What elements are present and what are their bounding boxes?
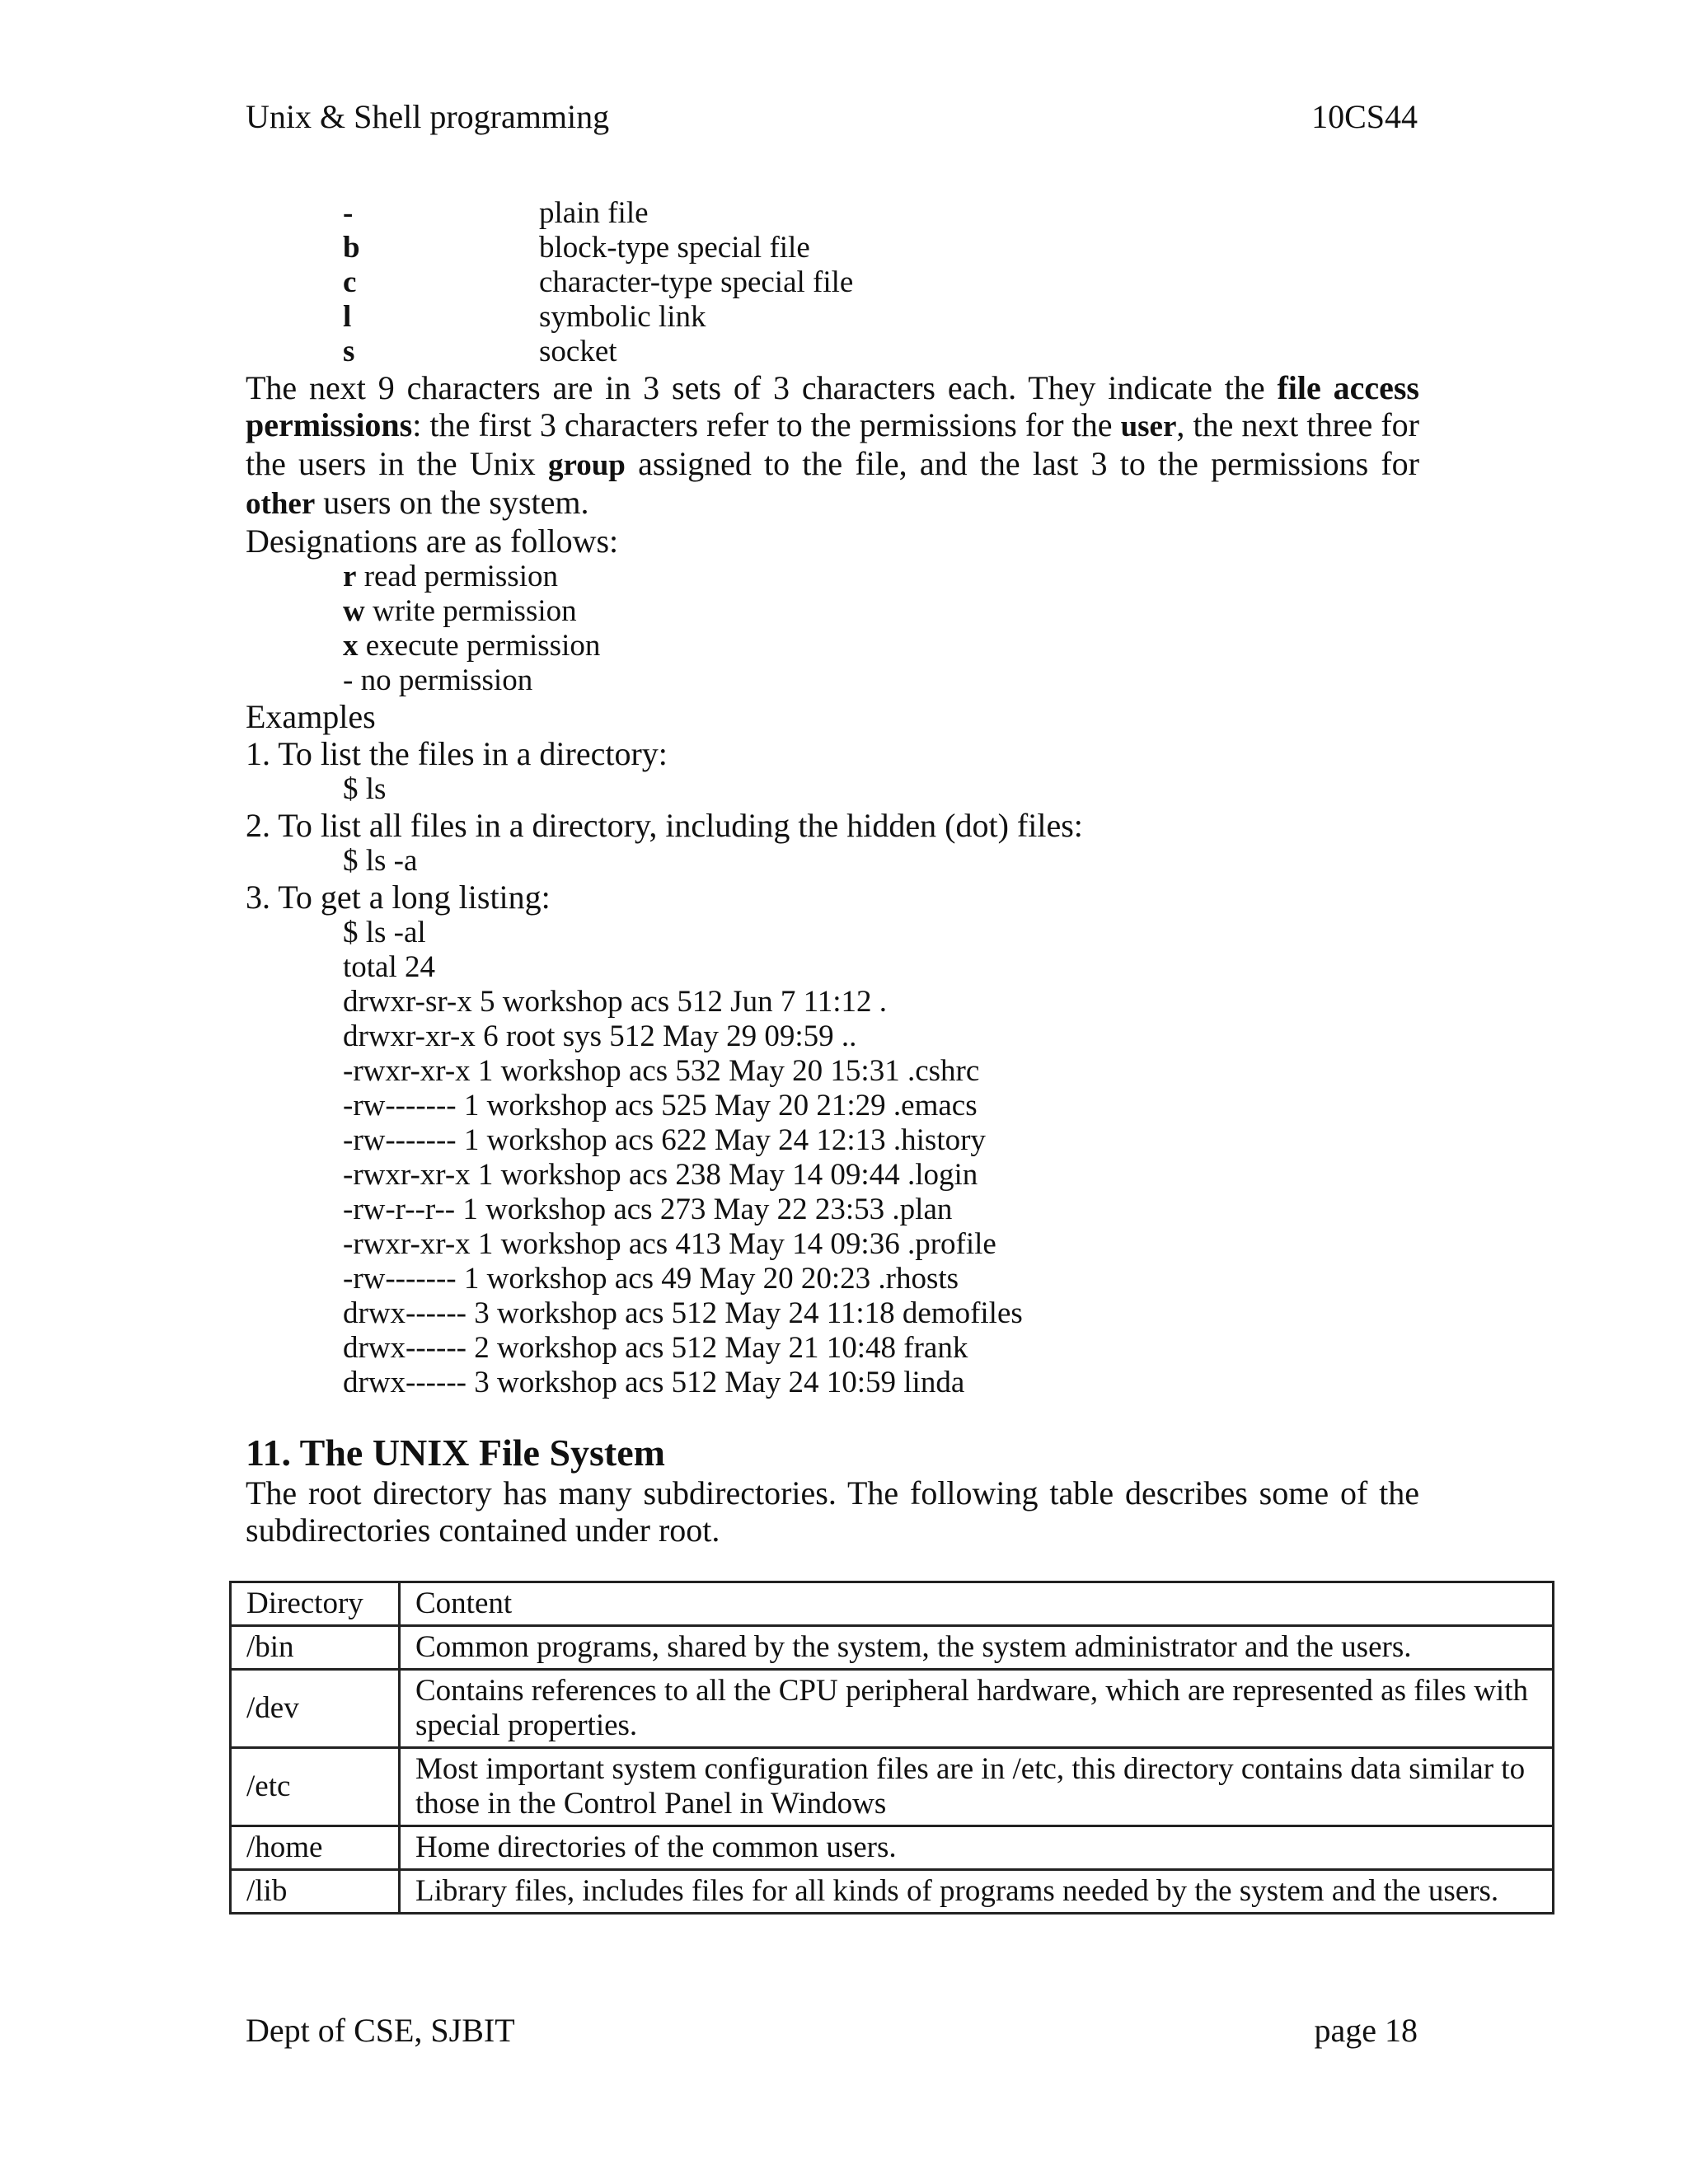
header-code: 10CS44	[1311, 98, 1418, 135]
designation-item	[343, 663, 1419, 698]
designation-item	[343, 629, 1419, 663]
directory-table	[229, 1581, 1554, 1915]
file-type-desc: character-type special file	[539, 265, 854, 299]
example-command: $ ls -al	[343, 916, 426, 949]
file-type-desc: block-type special file	[539, 231, 810, 265]
example-label: 2. To list all files in a directory, including the hidden (dot) files:	[246, 807, 1083, 844]
text-run: The next 9 characters are in 3 sets of 3 characters each. They indicate the	[246, 369, 1278, 406]
list-item	[246, 300, 1419, 335]
designations-intro: Designations are as follows:	[246, 523, 619, 560]
table-header-cell: Content	[400, 1582, 1554, 1626]
long-listing	[246, 950, 1419, 1400]
listing-line: total 24	[343, 950, 436, 984]
table-row	[231, 1626, 1554, 1670]
permissions-paragraph	[246, 369, 1419, 523]
designation-item	[343, 594, 1419, 629]
example-command: $ ls	[343, 772, 387, 806]
table-cell-directory: /etc	[231, 1748, 400, 1826]
designation-text: - no permission	[343, 663, 533, 697]
listing-line: -rw-r--r-- 1 workshop acs 273 May 22 23:53 .plan	[343, 1193, 953, 1226]
bold-term: user	[1120, 410, 1177, 443]
designation-key: x	[343, 629, 359, 663]
example-label: 3. To get a long listing:	[246, 879, 551, 916]
text-run: assigned to the file, and the last 3 to the permissions for	[625, 445, 1420, 482]
file-type-symbol: l	[343, 300, 352, 334]
listing-line: drwxr-sr-x 5 workshop acs 512 Jun 7 11:12 .	[343, 985, 887, 1019]
header-title: Unix & Shell programming	[246, 98, 610, 135]
file-type-list	[246, 196, 1419, 369]
table-row	[231, 1826, 1554, 1870]
designation-text: execute permission	[358, 629, 601, 663]
table-cell-content: Most important system configuration files are in /etc, this directory contains data similar to those in the Control Panel in Windows	[400, 1748, 1554, 1826]
listing-line: -rw------- 1 workshop acs 525 May 20 21:29 .emacs	[343, 1089, 978, 1122]
list-item	[246, 231, 1419, 265]
footer-page-number: page 18	[1314, 2012, 1418, 2049]
designation-key: r	[343, 560, 357, 593]
table-cell-content: Common programs, shared by the system, the system administrator and the users.	[400, 1626, 1554, 1670]
table-cell-content: Contains references to all the CPU peripheral hardware, which are represented as files with special properties.	[400, 1670, 1554, 1748]
table-cell-directory: /lib	[231, 1870, 400, 1914]
list-item	[246, 335, 1419, 369]
designation-text: write permission	[364, 594, 577, 628]
text-run: : the first 3 characters refer to the permissions for the	[412, 406, 1121, 443]
bold-term: other	[246, 487, 316, 521]
file-type-symbol: s	[343, 335, 355, 368]
designation-text: read permission	[356, 560, 558, 593]
table-cell-directory: /home	[231, 1826, 400, 1870]
file-type-desc: symbolic link	[539, 300, 706, 334]
designation-key: w	[343, 594, 365, 628]
listing-line: drwx------ 2 workshop acs 512 May 21 10:48 frank	[343, 1331, 968, 1365]
table-header-row	[231, 1582, 1554, 1626]
file-type-symbol: -	[343, 196, 354, 230]
table-cell-directory: /dev	[231, 1670, 400, 1748]
bold-term: file access permissions	[246, 369, 1419, 443]
file-type-desc: socket	[539, 335, 617, 368]
table-cell-content: Library files, includes files for all kinds of programs needed by the system and the users.	[400, 1870, 1554, 1914]
table-cell-directory: /bin	[231, 1626, 400, 1670]
text-run: users on the system.	[315, 484, 589, 521]
file-type-desc: plain file	[539, 196, 649, 230]
listing-line: -rwxr-xr-x 1 workshop acs 413 May 14 09:36 .profile	[343, 1227, 996, 1261]
footer-dept: Dept of CSE, SJBIT	[246, 2012, 515, 2049]
text-run: , the next three for the users in the Unix	[246, 406, 1419, 482]
example-label: 1. To list the files in a directory:	[246, 735, 668, 772]
table-header-cell: Directory	[231, 1582, 400, 1626]
list-item	[246, 196, 1419, 231]
table-row	[231, 1748, 1554, 1826]
table-row	[231, 1870, 1554, 1914]
section-title: 11. The UNIX File System	[246, 1432, 665, 1474]
listing-line: -rwxr-xr-x 1 workshop acs 532 May 20 15:31 .cshrc	[343, 1054, 980, 1088]
listing-line: drwx------ 3 workshop acs 512 May 24 11:18 demofiles	[343, 1296, 1023, 1330]
file-type-symbol: c	[343, 265, 357, 299]
section-intro: The root directory has many subdirectories. The following table describes some of the subdirectories contained under root.	[246, 1474, 1419, 1549]
listing-line: -rw------- 1 workshop acs 622 May 24 12:13 .history	[343, 1123, 986, 1157]
example-command: $ ls -a	[343, 844, 418, 878]
table-row	[231, 1670, 1554, 1748]
listing-line: drwxr-xr-x 6 root sys 512 May 29 09:59 ..	[343, 1019, 857, 1053]
list-item	[246, 265, 1419, 300]
bold-term: group	[547, 448, 626, 482]
listing-line: drwx------ 3 workshop acs 512 May 24 10:59 linda	[343, 1366, 965, 1399]
listing-line: -rwxr-xr-x 1 workshop acs 238 May 14 09:44 .login	[343, 1158, 978, 1192]
file-type-symbol: b	[343, 231, 360, 265]
page-body	[246, 196, 1419, 1549]
table-cell-content: Home directories of the common users.	[400, 1826, 1554, 1870]
listing-line: -rw------- 1 workshop acs 49 May 20 20:23 .rhosts	[343, 1262, 959, 1296]
examples-heading: Examples	[246, 698, 376, 735]
designation-item	[343, 560, 1419, 594]
